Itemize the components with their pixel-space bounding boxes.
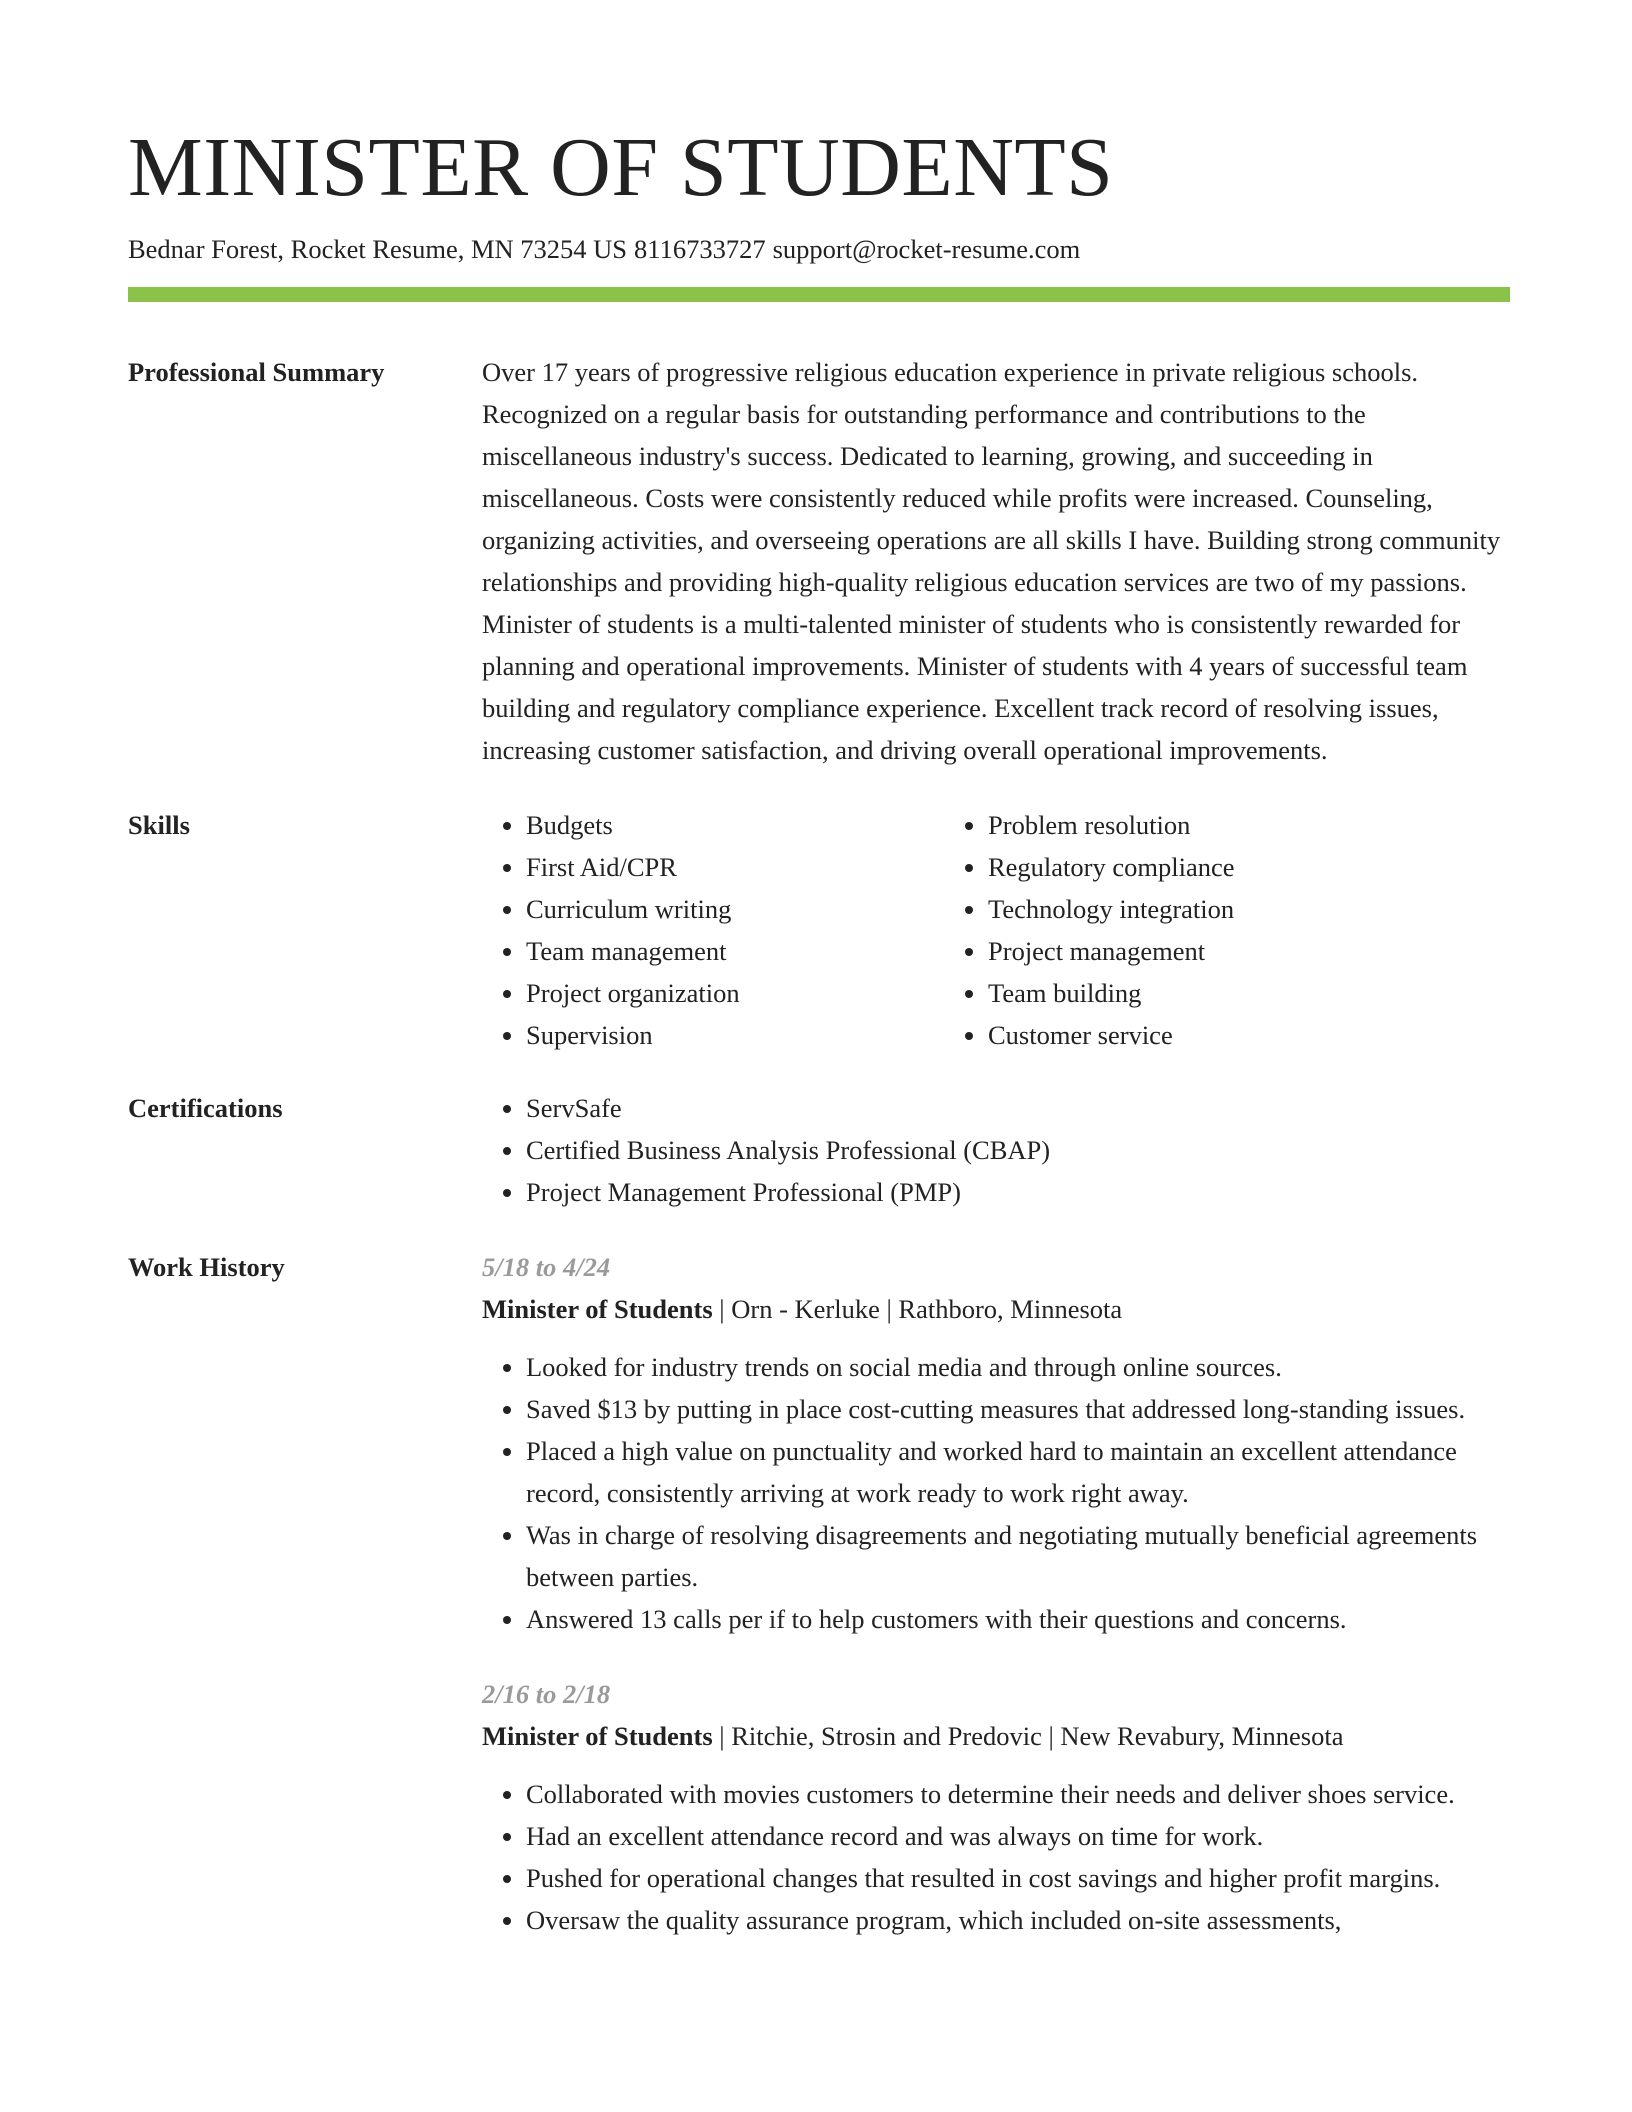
work-history-content <box>482 1246 1510 1941</box>
resume-body <box>128 351 1510 1941</box>
skills-list-left <box>482 804 988 1056</box>
skill-item: • Project management <box>988 930 1510 972</box>
job-bullet: • Had an excellent attendance record and was always on time for work. <box>526 1815 1510 1857</box>
skills-grid <box>482 804 1510 1056</box>
job-bullet: • Was in charge of resolving disagreements and negotiating mutually beneficial agreements between parties. <box>526 1514 1510 1598</box>
contact-phone: 8116733727 <box>634 234 766 264</box>
work-history-section <box>128 1246 1510 1941</box>
certifications-heading: Certifications <box>128 1093 283 1123</box>
job-bullet: • Saved $13 by putting in place cost-cutting measures that addressed long-standing issues. <box>526 1388 1510 1430</box>
contact-line <box>128 230 1080 268</box>
skills-section <box>128 804 1510 1056</box>
job-entry <box>482 1673 1510 1941</box>
summary-heading: Professional Summary <box>128 357 385 387</box>
contact-address: Bednar Forest, Rocket Resume, MN 73254 US <box>128 234 628 264</box>
certification-item: • Project Management Professional (PMP) <box>526 1171 1510 1213</box>
job-dates: 5/18 to 4/24 <box>482 1252 611 1282</box>
skill-item: • Problem resolution <box>988 804 1510 846</box>
skill-item: • Project organization <box>526 972 988 1014</box>
job-title: Minister of Students <box>482 1721 713 1751</box>
job-details: | Orn - Kerluke | Rathboro, Minnesota <box>712 1294 1123 1324</box>
job-entry <box>482 1246 1510 1640</box>
skill-item: • Technology integration <box>988 888 1510 930</box>
skill-item: • Curriculum writing <box>526 888 988 930</box>
skill-item: • Team management <box>526 930 988 972</box>
skill-item: • Regulatory compliance <box>988 846 1510 888</box>
certifications-section <box>128 1087 1510 1213</box>
certifications-list <box>482 1087 1510 1213</box>
job-bullets <box>482 1346 1510 1640</box>
skill-item: • Supervision <box>526 1014 988 1056</box>
job-bullet: • Oversaw the quality assurance program, which included on-site assessments, <box>526 1899 1510 1941</box>
work-history-heading: Work History <box>128 1252 285 1282</box>
job-title-line <box>482 1288 1510 1330</box>
certification-item: • Certified Business Analysis Professional (CBAP) <box>526 1129 1510 1171</box>
job-bullet: • Collaborated with movies customers to determine their needs and deliver shoes service. <box>526 1773 1510 1815</box>
job-details: | Ritchie, Strosin and Predovic | New Revabury, Minnesota <box>712 1721 1344 1751</box>
job-bullet: • Answered 13 calls per if to help customers with their questions and concerns. <box>526 1598 1510 1640</box>
skill-item: • Team building <box>988 972 1510 1014</box>
resume-name: MINISTER OF STUDENTS <box>128 121 1114 214</box>
summary-text: Over 17 years of progressive religious education experience in private religious schools. Recognized on a regular basis for outstanding performance and contributions to the miscellaneous industry's success. Dedicated to learning, growing, and succeeding in miscellaneous. Costs were consistently reduced while profits were increased. Counseling, organizing activities, and overseeing operations are all skills I have. Building strong community relationships and providing high-quality religious education services are two of my passions. Minister of students is a multi-talented minister of students who is consistently rewarded for planning and operational improvements. Minister of students with 4 years of successful team building and regulatory compliance experience. Excellent track record of resolving issues, increasing customer satisfaction, and driving overall operational improvements. <box>482 357 1501 765</box>
job-bullet: • Looked for industry trends on social media and through online sources. <box>526 1346 1510 1388</box>
skills-content <box>482 804 1510 1056</box>
skills-list-right <box>944 804 1510 1056</box>
summary-content <box>482 351 1510 771</box>
job-bullet: • Pushed for operational changes that resulted in cost savings and higher profit margins. <box>526 1857 1510 1899</box>
certifications-content <box>482 1087 1510 1213</box>
job-bullet: • Placed a high value on punctuality and worked hard to maintain an excellent attendance record, consistently arriving at work ready to work right away. <box>526 1430 1510 1514</box>
job-title-line <box>482 1715 1510 1757</box>
job-dates: 2/16 to 2/18 <box>482 1679 611 1709</box>
job-bullets <box>482 1773 1510 1941</box>
skill-item: • First Aid/CPR <box>526 846 988 888</box>
skill-item: • Budgets <box>526 804 988 846</box>
contact-email: support@rocket-resume.com <box>772 234 1081 264</box>
job-title: Minister of Students <box>482 1294 713 1324</box>
certification-item: • ServSafe <box>526 1087 1510 1129</box>
header-divider <box>128 287 1510 302</box>
skill-item: • Customer service <box>988 1014 1510 1056</box>
skills-heading: Skills <box>128 810 190 840</box>
summary-section <box>128 351 1510 771</box>
